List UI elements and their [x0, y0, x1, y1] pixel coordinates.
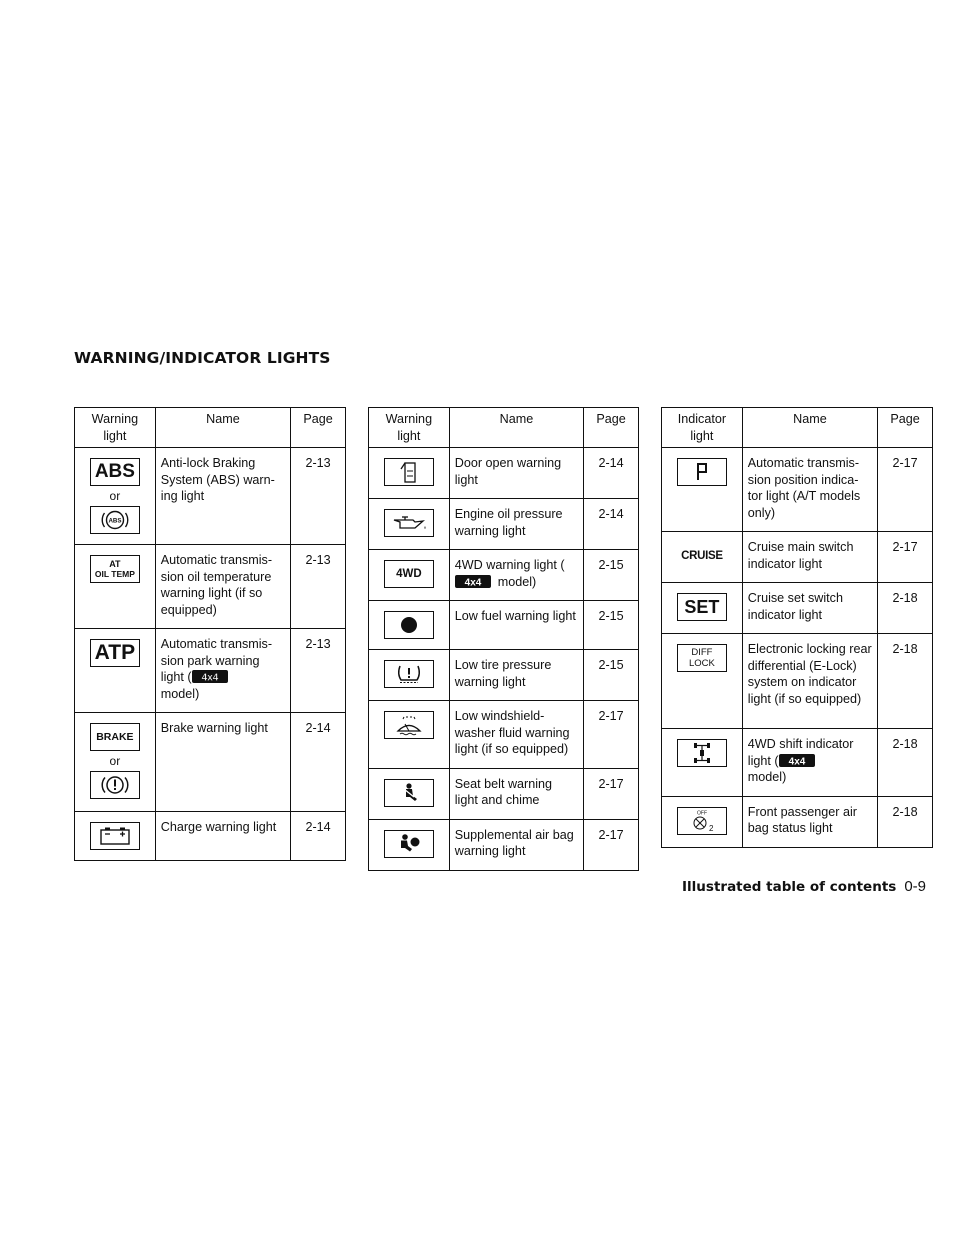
- page-cell: 2-13: [291, 629, 346, 713]
- page-cell: 2-14: [584, 448, 639, 499]
- table-row: [75, 713, 346, 812]
- name-cell: Cruise main switch indicator light: [742, 532, 877, 583]
- page-cell: 2-17: [584, 768, 639, 819]
- name-cell: Low tire pressure warning light: [449, 650, 583, 701]
- name-cell: Automatic transmis-sion position indica-tor light (A/T models only): [742, 448, 877, 532]
- or-label: or: [109, 754, 121, 768]
- icon-cell: [75, 448, 156, 545]
- icon-cell: [75, 545, 156, 629]
- 4wd-icon: 4WD: [384, 560, 434, 588]
- page-cell: 2-18: [878, 796, 933, 847]
- icon-cell: [662, 583, 743, 634]
- passenger-airbag-off-icon: [677, 807, 727, 835]
- 4x4-badge-icon: [455, 575, 491, 588]
- name-cell: Anti-lock Braking System (ABS) warn-ing light: [155, 448, 290, 545]
- name-cell: Supplemental air bag warning light: [449, 819, 583, 870]
- svg-text:4x4: 4x4: [788, 756, 805, 767]
- table-row: [369, 701, 639, 769]
- icon-cell: [75, 713, 156, 812]
- header-page: Page: [878, 408, 933, 448]
- name-cell: Door open warning light: [449, 448, 583, 499]
- 4x4-badge-icon: [779, 754, 815, 767]
- page-cell: 2-18: [878, 729, 933, 797]
- table-row: [662, 634, 933, 729]
- page-cell: 2-13: [291, 448, 346, 545]
- icon-cell: [369, 819, 450, 870]
- svg-text:ABS: ABS: [108, 517, 122, 525]
- header-warning-light: Warning light: [75, 408, 156, 448]
- table-row: [369, 550, 639, 601]
- page-cell: 2-14: [584, 499, 639, 550]
- page-cell: 2-18: [878, 583, 933, 634]
- table-row: [369, 448, 639, 499]
- name-cell: 4WD warning light ( 4x4 model): [449, 550, 583, 601]
- name-cell: Engine oil pressure warning light: [449, 499, 583, 550]
- name-cell: Low windshield-washer fluid warning light (if so equipped): [449, 701, 583, 769]
- name-cell: Cruise set switch indicator light: [742, 583, 877, 634]
- brake-circle-icon: [90, 771, 140, 799]
- icon-cell: [369, 701, 450, 769]
- header-indicator-light: Indicator light: [662, 408, 743, 448]
- icon-cell: [369, 448, 450, 499]
- table-row: [75, 545, 346, 629]
- door-open-icon: [384, 458, 434, 486]
- header-name: Name: [449, 408, 583, 448]
- set-icon: SET: [677, 593, 727, 621]
- table-header-row: [662, 408, 933, 448]
- icon-cell: [369, 499, 450, 550]
- table-row: [369, 601, 639, 650]
- svg-text:4x4: 4x4: [201, 672, 218, 683]
- table-header-row: [75, 408, 346, 448]
- seat-belt-icon: [384, 779, 434, 807]
- page-cell: 2-17: [878, 532, 933, 583]
- name-cell: 4WD shift indicator light ( 4x4 model): [742, 729, 877, 797]
- page-cell: 2-14: [291, 812, 346, 861]
- table-row: [75, 812, 346, 861]
- icon-cell: [662, 796, 743, 847]
- header-name: Name: [155, 408, 290, 448]
- icon-cell: [662, 448, 743, 532]
- page-cell: 2-15: [584, 650, 639, 701]
- name-cell: Seat belt warning light and chime: [449, 768, 583, 819]
- section-title: WARNING/INDICATOR LIGHTS: [74, 349, 331, 367]
- name-cell: Brake warning light: [155, 713, 290, 812]
- oil-can-icon: [384, 509, 434, 537]
- svg-text:2: 2: [708, 823, 714, 833]
- fuel-dot-icon: [384, 611, 434, 639]
- icon-cell: [75, 629, 156, 713]
- icon-cell: [75, 812, 156, 861]
- name-cell: Charge warning light: [155, 812, 290, 861]
- table-row: [662, 532, 933, 583]
- page-cell: 2-17: [878, 448, 933, 532]
- table-row: [369, 650, 639, 701]
- table-row: [662, 448, 933, 532]
- table-row: [369, 499, 639, 550]
- name-cell: Electronic locking rear differential (E-Lock) system on indicator light (if so equipped): [742, 634, 877, 729]
- page-cell: 2-13: [291, 545, 346, 629]
- page-cell: 2-15: [584, 550, 639, 601]
- washer-fluid-icon: [384, 711, 434, 739]
- name-cell: Automatic transmis-sion oil temperature warning light (if so equipped): [155, 545, 290, 629]
- table-row: [369, 819, 639, 870]
- page-cell: 2-17: [584, 701, 639, 769]
- table-row: [662, 729, 933, 797]
- icon-cell: [662, 532, 743, 583]
- 4wd-shift-icon: [677, 739, 727, 767]
- or-label: or: [109, 489, 121, 503]
- abs-icon: ABS: [90, 458, 140, 486]
- brake-icon: BRAKE: [90, 723, 140, 751]
- table-row: [369, 768, 639, 819]
- page-cell: 2-18: [878, 634, 933, 729]
- page-cell: 2-14: [291, 713, 346, 812]
- header-name: Name: [742, 408, 877, 448]
- indicator-lights-table-3: [661, 407, 933, 848]
- warning-lights-table-1: [74, 407, 346, 861]
- page-cell: 2-15: [584, 601, 639, 650]
- warning-lights-table-2: [368, 407, 639, 871]
- diff-lock-icon: DIFF LOCK: [677, 644, 727, 672]
- svg-text:OFF: OFF: [696, 810, 707, 816]
- table-row: [75, 448, 346, 545]
- header-page: Page: [291, 408, 346, 448]
- icon-cell: [369, 650, 450, 701]
- table-row: [662, 796, 933, 847]
- park-p-icon: [677, 458, 727, 486]
- airbag-icon: [384, 830, 434, 858]
- header-warning-light: Warning light: [369, 408, 450, 448]
- battery-icon: [90, 822, 140, 850]
- svg-text:4x4: 4x4: [464, 577, 482, 588]
- icon-cell: [369, 601, 450, 650]
- atp-icon: ATP: [90, 639, 140, 667]
- icon-cell: [662, 729, 743, 797]
- name-cell: Automatic transmis-sion park warning light ( 4x4 model): [155, 629, 290, 713]
- name-cell: Low fuel warning light: [449, 601, 583, 650]
- 4x4-badge-icon: [192, 670, 228, 683]
- icon-cell: [662, 634, 743, 729]
- table-row: [75, 629, 346, 713]
- footer-title: Illustrated table of contents: [682, 879, 897, 895]
- table-header-row: [369, 408, 639, 448]
- page-cell: 2-17: [584, 819, 639, 870]
- at-oil-temp-icon: AT OIL TEMP: [90, 555, 140, 583]
- header-page: Page: [584, 408, 639, 448]
- icon-cell: [369, 550, 450, 601]
- name-cell: Front passenger air bag status light: [742, 796, 877, 847]
- tire-pressure-icon: [384, 660, 434, 688]
- abs-circle-icon: [90, 506, 140, 534]
- footer-page-number: 0-9: [904, 878, 926, 895]
- page-footer: [682, 878, 926, 895]
- cruise-icon: CRUISE: [677, 542, 727, 570]
- table-row: [662, 583, 933, 634]
- icon-cell: [369, 768, 450, 819]
